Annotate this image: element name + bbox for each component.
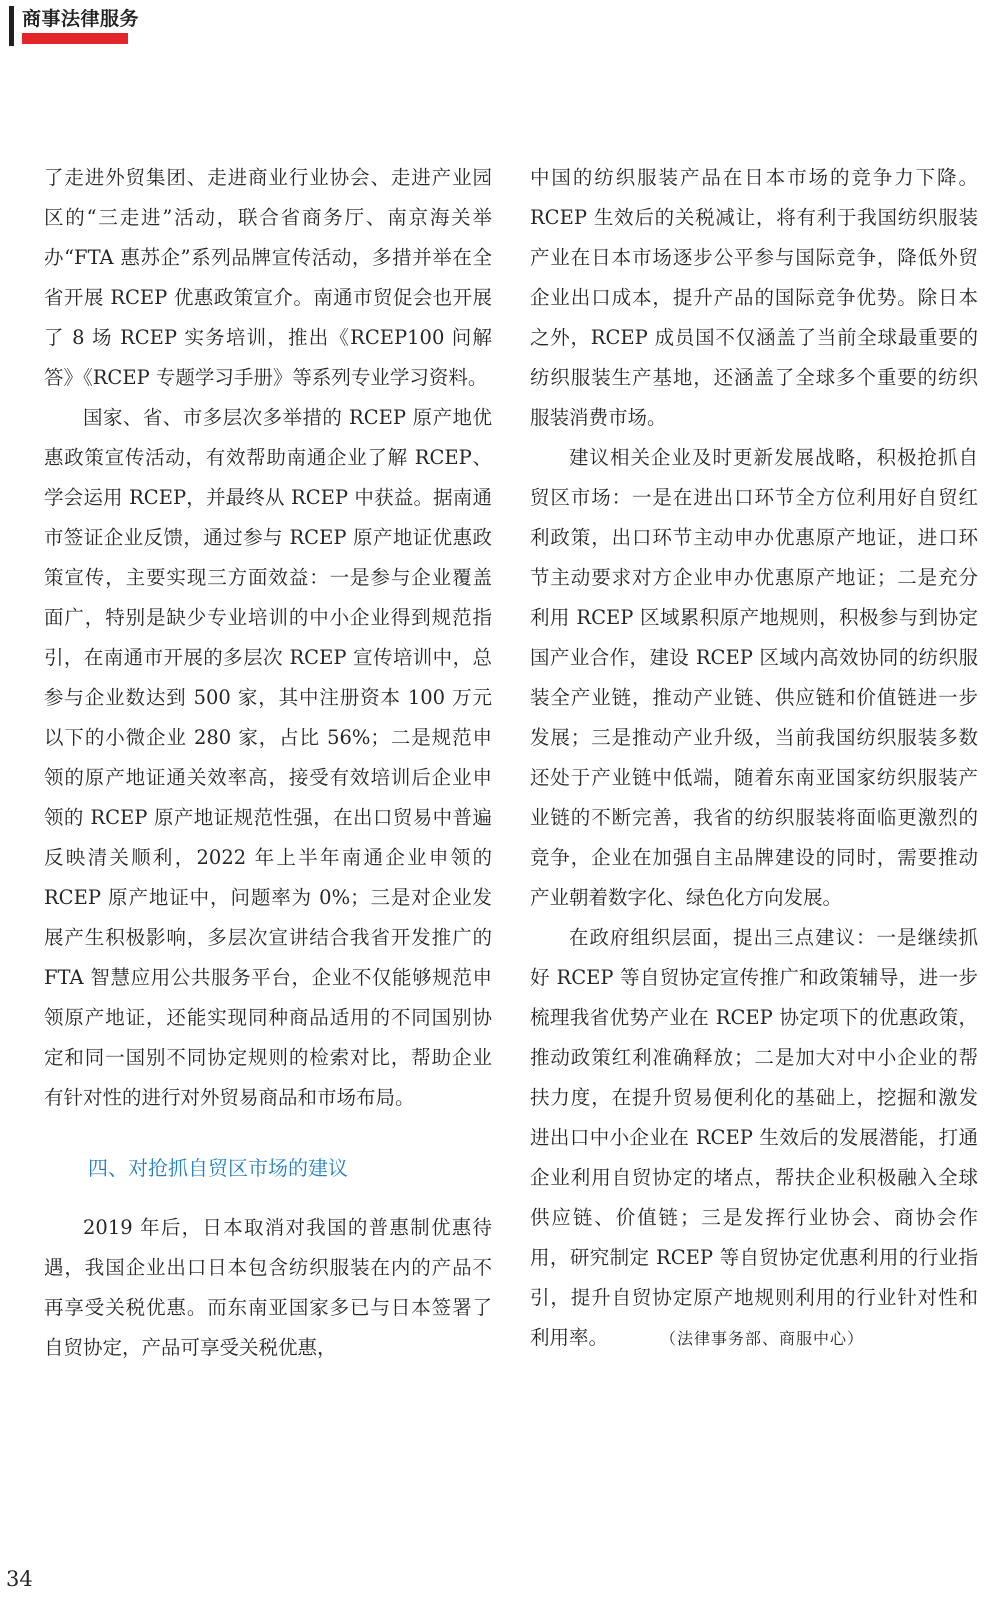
right-column: [530, 158, 978, 1359]
paragraph-text: 在政府组织层面，提出三点建议：一是继续抓好 RCEP 等自贸协定宣传推广和政策辅导，进一步梳理我省优势产业在 RCEP 协定项下的优惠政策，推动政策红利准确释放；二是加大对中小企业的帮扶力度，在提升贸易便利化的基础上，挖掘和激发进出口中小企业在 RCEP 生效后的发展潜能，打通企业利用自贸协定的堵点，帮扶企业积极融入全球供应链、价值链；三是发挥行业协会、商协会作用，研究制定 RCEP 等自贸协定优惠利用的行业指引，提升自贸协定原产地规则利用的行业针对性和利用率。: [530, 926, 978, 1349]
paragraph: 了走进外贸集团、走进商业行业协会、走进产业园区的“三走进”活动，联合省商务厅、南京海关举办“FTA 惠苏企”系列品牌宣传活动，多措并举在全省开展 RCEP 优惠政策宣介。南通市贸促会也开展了 8 场 RCEP 实务培训，推出《RCEP100 问解答》《RCEP 专题学习手册》等系列专业学习资料。: [44, 166, 492, 389]
paragraph: 中国的纺织服装产品在日本市场的竞争力下降。RCEP 生效后的关税减让，将有利于我国纺织服装产业在日本市场逐步公平参与国际竞争，降低外贸企业出口成本，提升产品的国际竞争优势。除日本之外，RCEP 成员国不仅涵盖了当前全球最重要的纺织服装生产基地，还涵盖了全球多个重要的纺织服装消费市场。: [530, 166, 978, 429]
paragraph: 建议相关企业及时更新发展战略，积极抢抓自贸区市场：一是在进出口环节全方位利用好自贸红利政策，出口环节主动申办优惠原产地证，进口环节主动要求对方企业申办优惠原产地证；二是充分利用 RCEP 区域累积原产地规则，积极参与到协定国产业合作，建设 RCEP 区域内高效协同的纺织服装全产业链，推动产业链、供应链和价值链进一步发展；三是推动产业升级，当前我国纺织服装多数还处于产业链中低端，随着东南亚国家纺织服装产业链的不断完善，我省的纺织服装将面临更激烈的竞争，企业在加强自主品牌建设的同时，需要推动产业朝着数字化、绿色化方向发展。: [530, 446, 978, 909]
section-title: 商事法律服务: [22, 8, 140, 30]
paragraph: 国家、省、市多层次多举措的 RCEP 原产地优惠政策宣传活动，有效帮助南通企业了解 RCEP、学会运用 RCEP，并最终从 RCEP 中获益。据南通市签证企业反馈，通过参与 RCEP 原产地证优惠政策宣传，主要实现三方面效益：一是参与企业覆盖面广，特别是缺少专业培训的中小企业得到规范指引，在南通市开展的多层次 RCEP 宣传培训中，总参与企业数达到 500 家，其中注册资本 100 万元以下的小微企业 280 家，占比 56%；二是规范申领的原产地证通关效率高，接受有效培训后企业申领的 RCEP 原产地证规范性强，在出口贸易中普遍反映清关顺利，2022 年上半年南通企业申领的 RCEP 原产地证中，问题率为 0%；三是对企业发展产生积极影响，多层次宣讲结合我省开发推广的 FTA 智慧应用公共服务平台，企业不仅能够规范申领原产地证，还能实现同种商品适用的不同国别协定和同一国别不同协定规则的检索对比，帮助企业有针对性的进行对外贸易商品和市场布局。: [44, 406, 492, 1109]
left-column: [44, 158, 492, 1368]
paragraph: 2019 年后，日本取消对我国的普惠制优惠待遇，我国企业出口日本包含纺织服装在内的产品不再享受关税优惠。而东南亚国家多已与日本签署了自贸协定，产品可享受关税优惠，: [44, 1216, 492, 1359]
paragraph: [530, 918, 978, 1359]
page-number: 34: [6, 1567, 33, 1591]
section-heading: 四、对抢抓自贸区市场的建议: [88, 1156, 348, 1180]
header-bar: [9, 6, 14, 46]
section-header: [0, 0, 140, 48]
author-signature: （法律事务部、商服中心）: [668, 1329, 865, 1348]
header-underline: [22, 33, 128, 44]
